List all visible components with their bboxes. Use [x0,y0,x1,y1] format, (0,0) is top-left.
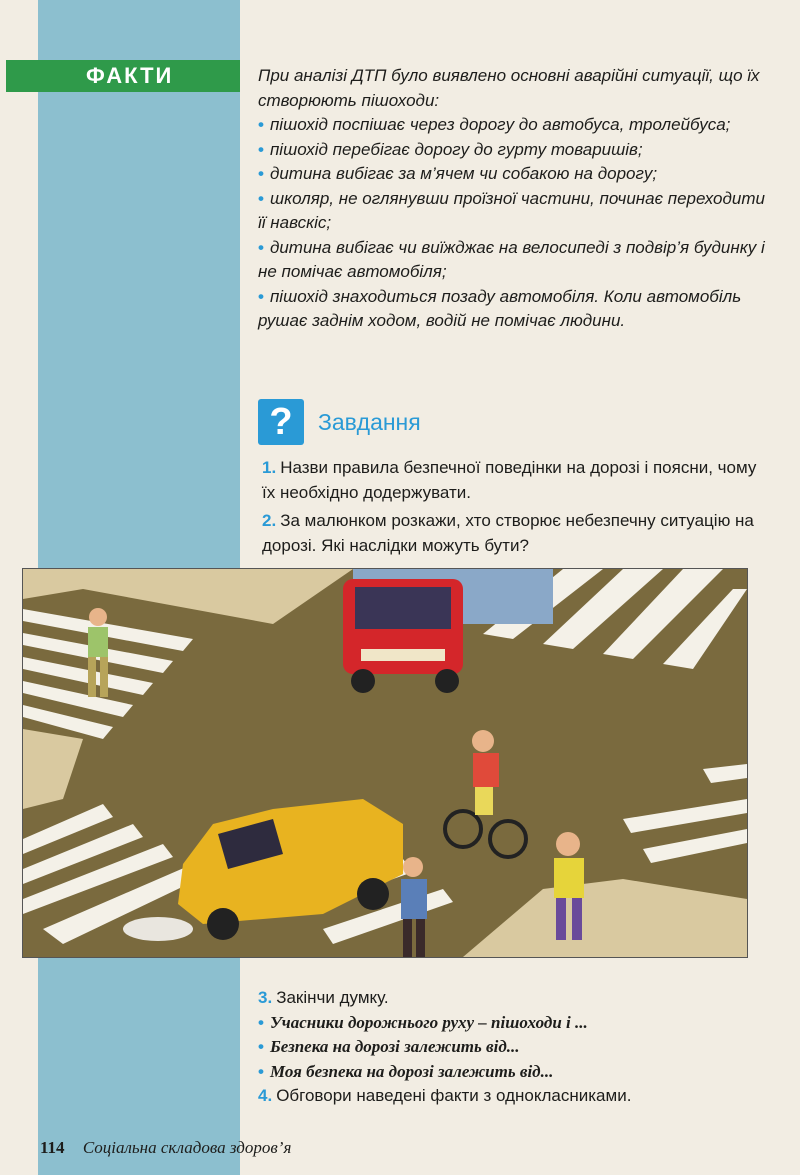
list-item: • Безпека на дорозі залежить від... [258,1037,520,1056]
list-item: • школяр, не оглянувши проїзної частини, починає переходити її навскіс; [258,188,765,232]
bullet-icon: • [258,164,264,183]
final-tasks [258,986,758,1109]
bullet-icon: • [258,237,264,257]
page-footer [40,1138,291,1158]
section-title: Соціальна складова здоров’я [82,1138,292,1157]
bullet-icon: • [258,1061,264,1081]
list-item: • дитина вибігає за м’ячем чи собакою на дорогу; [258,164,658,183]
task-title: Завдання [318,408,421,435]
list-item: • дитина вибігає чи виїжджає на велосипеді з подвір’я будинку і не помічає автомобіля; [258,237,765,281]
list-item: • Учасники дорожнього руху – пішоходи і ... [258,1012,588,1032]
list-item: • пішохід знаходиться позаду автомобіля. Коли автомобіль рушає заднім ходом, водій не помічає людини. [258,286,742,330]
list-item: • пішохід перебігає дорогу до гурту товаришів; [258,139,643,159]
task-item: 2. За малюнком розкажи, хто створює небезпечну ситуацію на дорозі. Які наслідки можуть бути? [262,511,754,555]
crossroad-drawing [23,569,747,957]
facts-intro: При аналізі ДТП було виявлено основні аварійні ситуації, що їх створюють пішоходи: [258,66,760,110]
facts-label: ФАКТИ [6,60,240,92]
facts-list [258,113,768,334]
task-list [262,456,762,562]
list-item: • пішохід поспішає через дорогу до автобуса, тролейбуса; [258,115,731,134]
task-item: 3. Закінчи думку. [258,988,389,1007]
question-icon: ? [258,399,304,445]
crossroad-illustration [22,568,748,958]
task-item: 4. Обговори наведені факти з однокласниками. [258,1086,632,1105]
bullet-icon: • [258,1037,264,1056]
list-item: • Моя безпека на дорозі залежить від... [258,1061,554,1081]
task-header [258,398,421,446]
task-item: 1. Назви правила безпечної поведінки на дорозі і поясни, чому їх необхідно додержувати. [262,458,757,502]
bullet-icon: • [258,286,264,306]
facts-block [258,64,768,334]
bullet-icon: • [258,115,264,134]
bullet-icon: • [258,188,264,208]
bullet-icon: • [258,1012,264,1032]
page-number: 114 [40,1138,65,1157]
bullet-icon: • [258,139,264,159]
